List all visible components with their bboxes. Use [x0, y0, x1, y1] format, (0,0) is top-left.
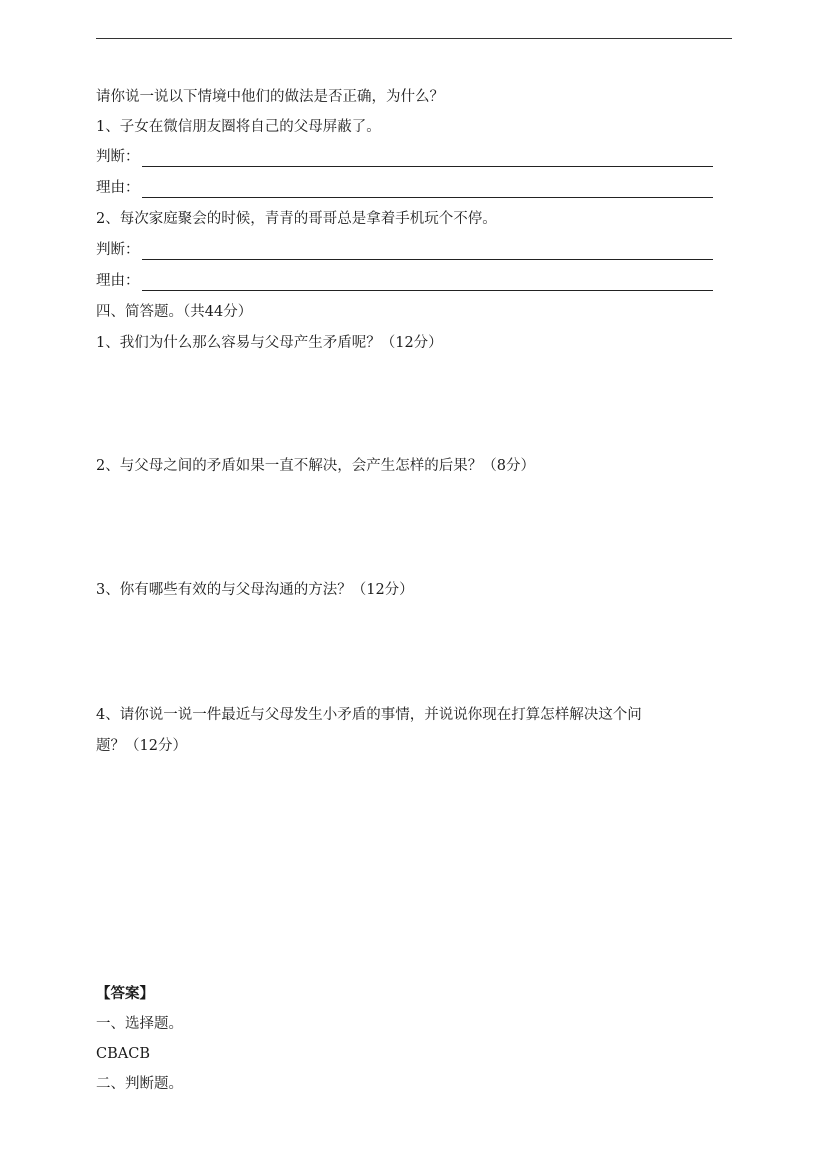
- scenario-2-text: 2、每次家庭聚会的时候，青青的哥哥总是拿着手机玩个不停。: [96, 211, 497, 227]
- question-1: 1、我们为什么那么容易与父母产生矛盾呢？（12分）: [96, 335, 443, 351]
- scenario-1-judge-row: [96, 147, 713, 167]
- answers-heading: 【答案】: [96, 985, 154, 1002]
- reason-answer-line: [142, 274, 714, 291]
- answers-section-two: 二、判断题。: [96, 1076, 183, 1092]
- reason-answer-line: [142, 181, 714, 198]
- answers-section-one: 一、选择题。: [96, 1016, 183, 1032]
- question-4-line-2: 题？（12分）: [96, 738, 187, 754]
- scenario-2-reason-row: [96, 271, 713, 291]
- scenario-1-reason-row: [96, 178, 713, 198]
- judge-answer-line: [142, 243, 714, 260]
- judge-label: 判断：: [96, 149, 140, 165]
- header-rule: [96, 38, 732, 39]
- section-four-heading: 四、简答题。（共44分）: [96, 304, 253, 320]
- reason-label: 理由：: [96, 273, 140, 289]
- scenario-1-text: 1、子女在微信朋友圈将自己的父母屏蔽了。: [96, 119, 381, 135]
- judge-label: 判断：: [96, 242, 140, 258]
- judge-answer-line: [142, 150, 714, 167]
- scenario-2-judge-row: [96, 240, 713, 260]
- question-4-line-1: 4、请你说一说一件最近与父母发生小矛盾的事情，并说说你现在打算怎样解决这个问: [96, 707, 642, 723]
- section-intro: 请你说一说以下情境中他们的做法是否正确，为什么？: [96, 89, 444, 105]
- question-2: 2、与父母之间的矛盾如果一直不解决，会产生怎样的后果？（8分）: [96, 458, 535, 474]
- question-3: 3、你有哪些有效的与父母沟通的方法？（12分）: [96, 582, 414, 598]
- reason-label: 理由：: [96, 180, 140, 196]
- answers-section-one-answer: CBACB: [96, 1046, 150, 1062]
